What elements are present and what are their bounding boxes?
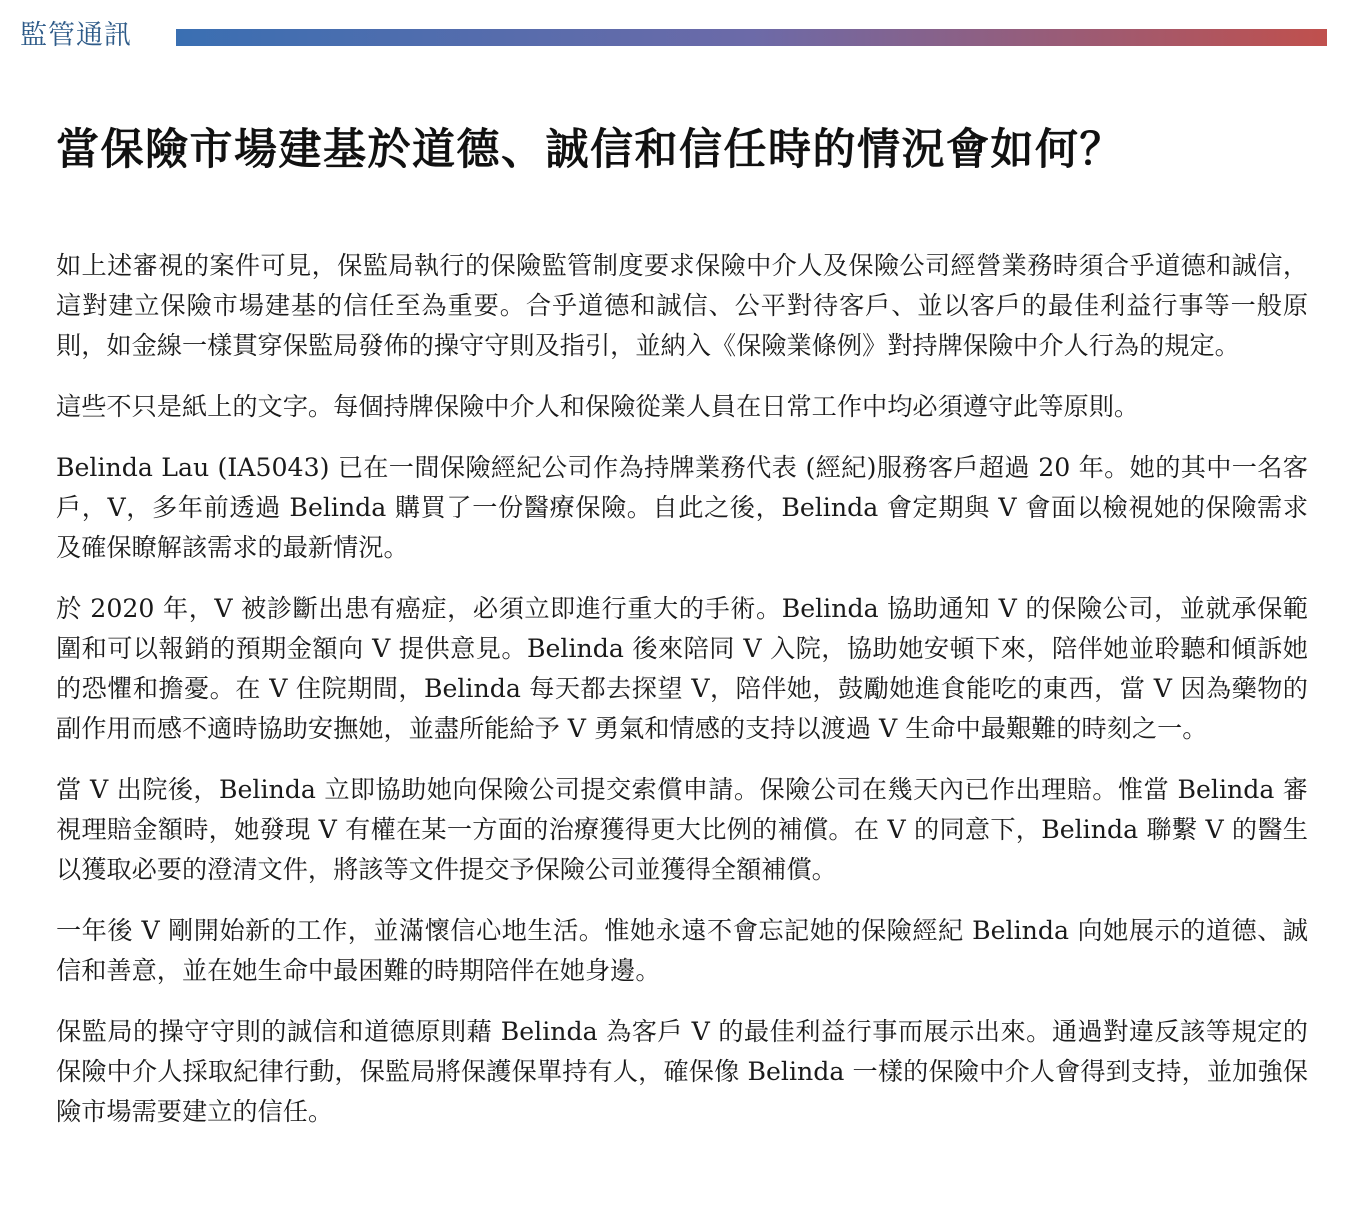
paragraph-intro: 如上述審視的案件可見，保監局執行的保險監管制度要求保險中介人及保險公司經營業務時須合乎道德和誠信，這對建立保險市場建基的信任至為重要。合乎道德和誠信、公平對待客戶、並以客戶的最佳利益行事等一般原則，如金線一樣貫穿保監局發佈的操守守則及指引，並納入《保險業條例》對持牌保險中介人行為的規定。 [56,251,1308,360]
paragraph-claim: 當 V 出院後，Belinda 立即協助她向保險公司提交索償申請。保險公司在幾天內已作出理賠。惟當 Belinda 審視理賠金額時，她發現 V 有權在某一方面的治療獲得更大比例的補償。在 V 的同意下，Belinda 聯繫 V 的醫生以獲取必要的澄清文件，將該等文件提交予保險公司並獲得全額補償。 [56,775,1308,884]
newsletter-header [0,0,1358,60]
section-label: 監管通訊 [20,20,132,51]
paragraph-diagnosis: 於 2020 年，V 被診斷出患有癌症，必須立即進行重大的手術。Belinda 協助通知 V 的保險公司，並就承保範圍和可以報銷的預期金額向 V 提供意見。Belinda 後來陪同 V 入院，協助她安頓下來，陪伴她並聆聽和傾訴她的恐懼和擔憂。在 V 住院期間，Belinda 每天都去探望 V，陪伴她，鼓勵她進食能吃的東西，當 V 因為藥物的副作用而感不適時協助安撫她，並盡所能給予 V 勇氣和情感的支持以渡過 V 生命中最艱難的時刻之一。 [56,594,1308,743]
header-gradient-bar [176,29,1327,46]
article-body [56,246,1308,1153]
paragraph-aftermath: 一年後 V 剛開始新的工作，並滿懷信心地生活。惟她永遠不會忘記她的保險經紀 Belinda 向她展示的道德、誠信和善意，並在她生命中最困難的時期陪伴在她身邊。 [56,916,1308,985]
paragraph-conclusion: 保監局的操守守則的誠信和道德原則藉 Belinda 為客戶 V 的最佳利益行事而展示出來。通過對違反該等規定的保險中介人採取紀律行動，保監局將保護保單持有人，確保像 Belinda 一樣的保險中介人會得到支持，並加強保險市場需要建立的信任。 [56,1017,1308,1126]
paragraph-belinda-background: Belinda Lau (IA5043) 已在一間保險經紀公司作為持牌業務代表 (經紀)服務客戶超過 20 年。她的其中一名客戶，V，多年前透過 Belinda 購買了一份醫療保險。自此之後，Belinda 會定期與 V 會面以檢視她的保險需求及確保瞭解該需求的最新情況。 [56,453,1309,562]
paragraph-principles: 這些不只是紙上的文字。每個持牌保險中介人和保險從業人員在日常工作中均必須遵守此等原則。 [56,392,1140,421]
article-title: 當保險市場建基於道德、誠信和信任時的情況會如何？ [56,125,1124,175]
